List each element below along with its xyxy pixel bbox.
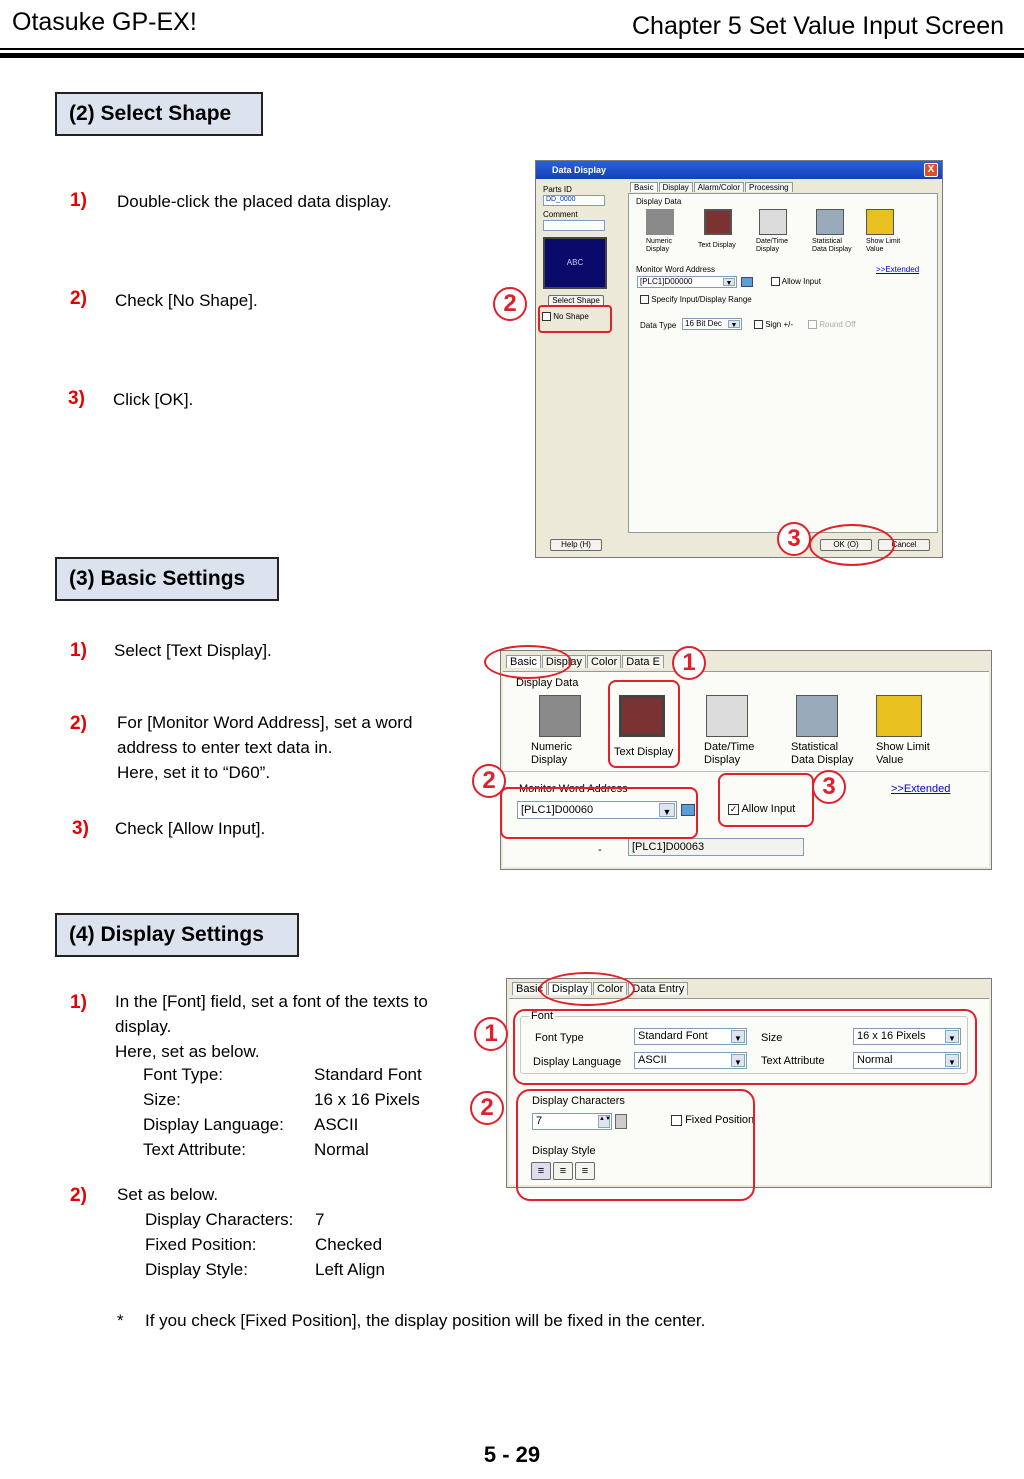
cancel-button[interactable]: Cancel xyxy=(878,539,930,551)
tab-display[interactable]: Display xyxy=(659,182,693,192)
display-characters-value: 7 xyxy=(536,1115,543,1127)
numeric-display-icon[interactable] xyxy=(646,209,674,235)
range-dash: - xyxy=(598,844,602,856)
setting-value: 16 x 16 Pixels xyxy=(314,1090,420,1109)
callout-badge-1: 1 xyxy=(474,1017,508,1051)
highlight-no-shape xyxy=(538,305,612,333)
statistical-data-display-label: Statistical Data Display xyxy=(791,741,854,766)
section-heading-select-shape: (2) Select Shape xyxy=(55,92,263,136)
step-text xyxy=(117,710,412,785)
align-left-icon[interactable]: ≡ xyxy=(531,1162,551,1180)
show-limit-value-label: Show Limit Value xyxy=(876,741,930,766)
font-type-label: Font Type xyxy=(535,1032,584,1044)
dropdown-arrow-icon[interactable]: ▼ xyxy=(728,320,740,328)
setting-value: Left Align xyxy=(315,1260,385,1279)
data-display-dialog xyxy=(535,160,943,558)
callout-badge-2: 2 xyxy=(470,1091,504,1125)
step-text: Set as below. xyxy=(117,1185,219,1204)
highlight-basic-tab xyxy=(484,645,572,679)
monitor-address-value: [PLC1]D00060 xyxy=(521,804,594,816)
allow-input-label: Allow Input xyxy=(781,277,821,286)
date-time-display-icon[interactable] xyxy=(706,695,748,737)
step-number: 2) xyxy=(70,1185,87,1206)
note-star: * xyxy=(117,1311,124,1330)
setting-value: ASCII xyxy=(314,1115,359,1134)
size-value: 16 x 16 Pixels xyxy=(857,1030,926,1042)
highlight-display-tab xyxy=(539,972,635,1006)
step-text-line: display. xyxy=(115,1017,172,1036)
specify-range-checkbox[interactable] xyxy=(640,295,752,304)
display-language-label: Display Language xyxy=(533,1056,622,1068)
sign-label: Sign +/- xyxy=(765,320,794,329)
step-text: Check [No Shape]. xyxy=(115,291,258,310)
font-settings-table xyxy=(143,1062,422,1162)
extended-link[interactable]: >>Extended xyxy=(891,783,951,795)
parts-id-label: Parts ID xyxy=(543,185,572,194)
text-attribute-label: Text Attribute xyxy=(761,1055,825,1067)
display-data-label: Display Data xyxy=(516,677,579,689)
setting-value: Checked xyxy=(315,1235,383,1254)
dropdown-arrow-icon[interactable]: ▼ xyxy=(659,803,675,817)
date-time-display-label: Date/Time Display xyxy=(704,741,755,766)
tab-display[interactable]: Display xyxy=(542,655,586,668)
tab-color[interactable]: Color xyxy=(593,982,627,995)
parts-id-field[interactable]: DD_0000 xyxy=(543,195,605,206)
step-number: 1) xyxy=(70,992,87,1013)
allow-input-checkbox[interactable] xyxy=(771,277,821,286)
data-type-select[interactable] xyxy=(682,318,742,330)
section-heading-basic-settings: (3) Basic Settings xyxy=(55,557,279,601)
step-text: Check [Allow Input]. xyxy=(115,819,266,838)
step-text-line: In the [Font] field, set a font of the texts to xyxy=(115,992,428,1011)
step-text-line: Here, set it to “D60”. xyxy=(117,763,271,782)
setting-key: Font Type: xyxy=(143,1065,224,1084)
tab-color[interactable]: Color xyxy=(587,655,621,668)
checkbox-icon xyxy=(754,320,763,329)
display-language-value: ASCII xyxy=(638,1054,667,1066)
comment-field[interactable] xyxy=(543,220,605,231)
setting-value: 7 xyxy=(315,1210,325,1229)
display-style-label: Display Style xyxy=(532,1145,596,1157)
monitor-address-label: Monitor Word Address xyxy=(519,783,628,795)
step-text xyxy=(115,989,428,1064)
data-type-value: 16 Bit Dec xyxy=(685,319,722,328)
align-right-icon[interactable]: ≡ xyxy=(575,1162,595,1180)
help-button[interactable]: Help (H) xyxy=(550,539,602,551)
tab-alarm-color[interactable]: Alarm/Color xyxy=(694,182,744,192)
checkbox-checked-icon: ✓ xyxy=(729,803,738,814)
display-data-label: Display Data xyxy=(636,197,682,206)
setting-key: Display Style: xyxy=(145,1260,248,1279)
dropdown-arrow-icon[interactable]: ▼ xyxy=(945,1030,959,1043)
ok-button[interactable]: OK (O) xyxy=(820,539,872,551)
tab-data-entry[interactable]: Data E xyxy=(622,655,664,668)
step-number: 2) xyxy=(70,713,87,734)
extended-link[interactable]: >>Extended xyxy=(876,265,920,274)
text-display-icon[interactable] xyxy=(704,209,732,235)
sign-checkbox[interactable] xyxy=(754,320,793,329)
note-text: If you check [Fixed Position], the display position will be fixed in the center. xyxy=(145,1311,706,1330)
date-time-display-label: Date/Time Display xyxy=(756,238,789,253)
step-number: 1) xyxy=(70,190,87,211)
fixed-position-label: Fixed Position xyxy=(685,1114,755,1126)
monitor-address-field[interactable] xyxy=(637,276,737,288)
section-heading-display-settings: (4) Display Settings xyxy=(55,913,299,957)
step-text: Double-click the placed data display. xyxy=(117,192,392,211)
allow-input-label: Allow Input xyxy=(741,803,796,815)
checkbox-icon xyxy=(640,295,649,304)
font-group-label: Font xyxy=(531,1010,554,1022)
text-display-label: Text Display xyxy=(614,746,674,758)
setting-key: Size: xyxy=(143,1090,181,1109)
chapter-title: Chapter 5 Set Value Input Screen xyxy=(632,12,1004,40)
show-limit-value-icon[interactable] xyxy=(876,695,922,737)
dropdown-arrow-icon[interactable]: ▼ xyxy=(945,1054,959,1067)
callout-badge-3: 3 xyxy=(777,522,811,556)
monitor-address-label: Monitor Word Address xyxy=(636,265,715,274)
header-title: Otasuke GP-EX! xyxy=(12,8,197,36)
dialog-titlebar xyxy=(536,161,942,179)
callout-badge-2: 2 xyxy=(472,764,506,798)
shape-preview: ABC xyxy=(543,237,607,289)
end-address-field: [PLC1]D00063 xyxy=(628,838,804,856)
statistical-data-display-label: Statistical Data Display xyxy=(812,238,852,253)
header-rule-thick xyxy=(0,53,1024,58)
step-number: 2) xyxy=(70,288,87,309)
numeric-display-label: Numeric Display xyxy=(646,238,673,253)
highlight-display-characters xyxy=(516,1089,755,1201)
tab-display[interactable]: Display xyxy=(548,982,592,995)
callout-badge-2: 2 xyxy=(493,287,527,321)
divider xyxy=(503,771,989,772)
tab-basic[interactable]: Basic xyxy=(512,982,547,995)
monitor-address-value: [PLC1]D00000 xyxy=(640,277,693,286)
step-number: 3) xyxy=(72,818,89,839)
highlight-text-display xyxy=(608,680,680,768)
setting-key: Display Characters: xyxy=(145,1210,294,1229)
no-shape-label: No Shape xyxy=(553,312,589,321)
dropdown-arrow-icon[interactable]: ▼ xyxy=(723,278,735,286)
address-keypad-icon[interactable] xyxy=(741,277,753,287)
dropdown-arrow-icon[interactable]: ▼ xyxy=(731,1030,745,1043)
page-number: 5 - 29 xyxy=(483,1442,541,1467)
step-text: Select [Text Display]. xyxy=(114,641,272,660)
align-center-icon[interactable]: ≡ xyxy=(553,1162,573,1180)
statistical-data-display-icon[interactable] xyxy=(816,209,844,235)
step-text-line: For [Monitor Word Address], set a word xyxy=(117,713,413,732)
numeric-display-label: Numeric Display xyxy=(531,741,572,766)
text-display-label: Text Display xyxy=(698,242,736,249)
step-text: Click [OK]. xyxy=(113,390,194,409)
dialog-tabs xyxy=(630,182,793,192)
setting-key: Fixed Position: xyxy=(145,1235,257,1254)
header-rule-thin xyxy=(0,48,1024,50)
tab-data-entry[interactable]: Data Entry xyxy=(628,982,688,995)
highlight-ok-button xyxy=(809,524,895,566)
setting-value: Standard Font xyxy=(314,1065,422,1084)
statistical-data-display-icon[interactable] xyxy=(796,695,838,737)
checkbox-icon xyxy=(771,277,780,286)
show-limit-value-icon[interactable] xyxy=(866,209,894,235)
char-settings-table xyxy=(145,1207,385,1282)
tab-basic[interactable]: Basic xyxy=(506,655,541,668)
step-text-line: address to enter text data in. xyxy=(117,738,333,757)
setting-key: Text Attribute: xyxy=(143,1140,246,1159)
display-characters-label: Display Characters xyxy=(532,1095,625,1107)
dialog-title: Data Display xyxy=(552,165,607,175)
step-number: 3) xyxy=(68,388,85,409)
numeric-display-icon[interactable] xyxy=(539,695,581,737)
callout-badge-3: 3 xyxy=(812,770,846,804)
spinner-arrows-icon[interactable]: ▲▼ xyxy=(598,1115,610,1128)
text-attribute-value: Normal xyxy=(857,1054,893,1066)
round-off-checkbox[interactable] xyxy=(808,320,856,329)
step-number: 1) xyxy=(70,640,87,661)
highlight-font-group xyxy=(513,1009,977,1085)
setting-value: Normal xyxy=(314,1140,369,1159)
show-limit-value-label: Show Limit Value xyxy=(866,238,901,253)
comment-label: Comment xyxy=(543,210,578,219)
font-type-value: Standard Font xyxy=(638,1030,708,1042)
specify-range-label: Specify Input/Display Range xyxy=(651,295,752,304)
checkbox-icon xyxy=(808,320,817,329)
highlight-allow-input xyxy=(718,773,814,827)
dropdown-arrow-icon[interactable]: ▼ xyxy=(731,1054,745,1067)
tab-processing[interactable]: Processing xyxy=(745,182,793,192)
step-text-line: Here, set as below. xyxy=(115,1042,260,1061)
size-label: Size xyxy=(761,1032,783,1044)
date-time-display-icon[interactable] xyxy=(759,209,787,235)
setting-key: Display Language: xyxy=(143,1115,284,1134)
round-off-label: Round Off xyxy=(819,320,856,329)
tab-basic[interactable]: Basic xyxy=(630,182,658,192)
callout-badge-1: 1 xyxy=(672,646,706,680)
select-shape-button[interactable]: Select Shape xyxy=(548,295,604,307)
close-button[interactable]: X xyxy=(924,163,938,177)
highlight-monitor-address xyxy=(500,787,698,839)
data-type-label: Data Type xyxy=(640,321,677,330)
